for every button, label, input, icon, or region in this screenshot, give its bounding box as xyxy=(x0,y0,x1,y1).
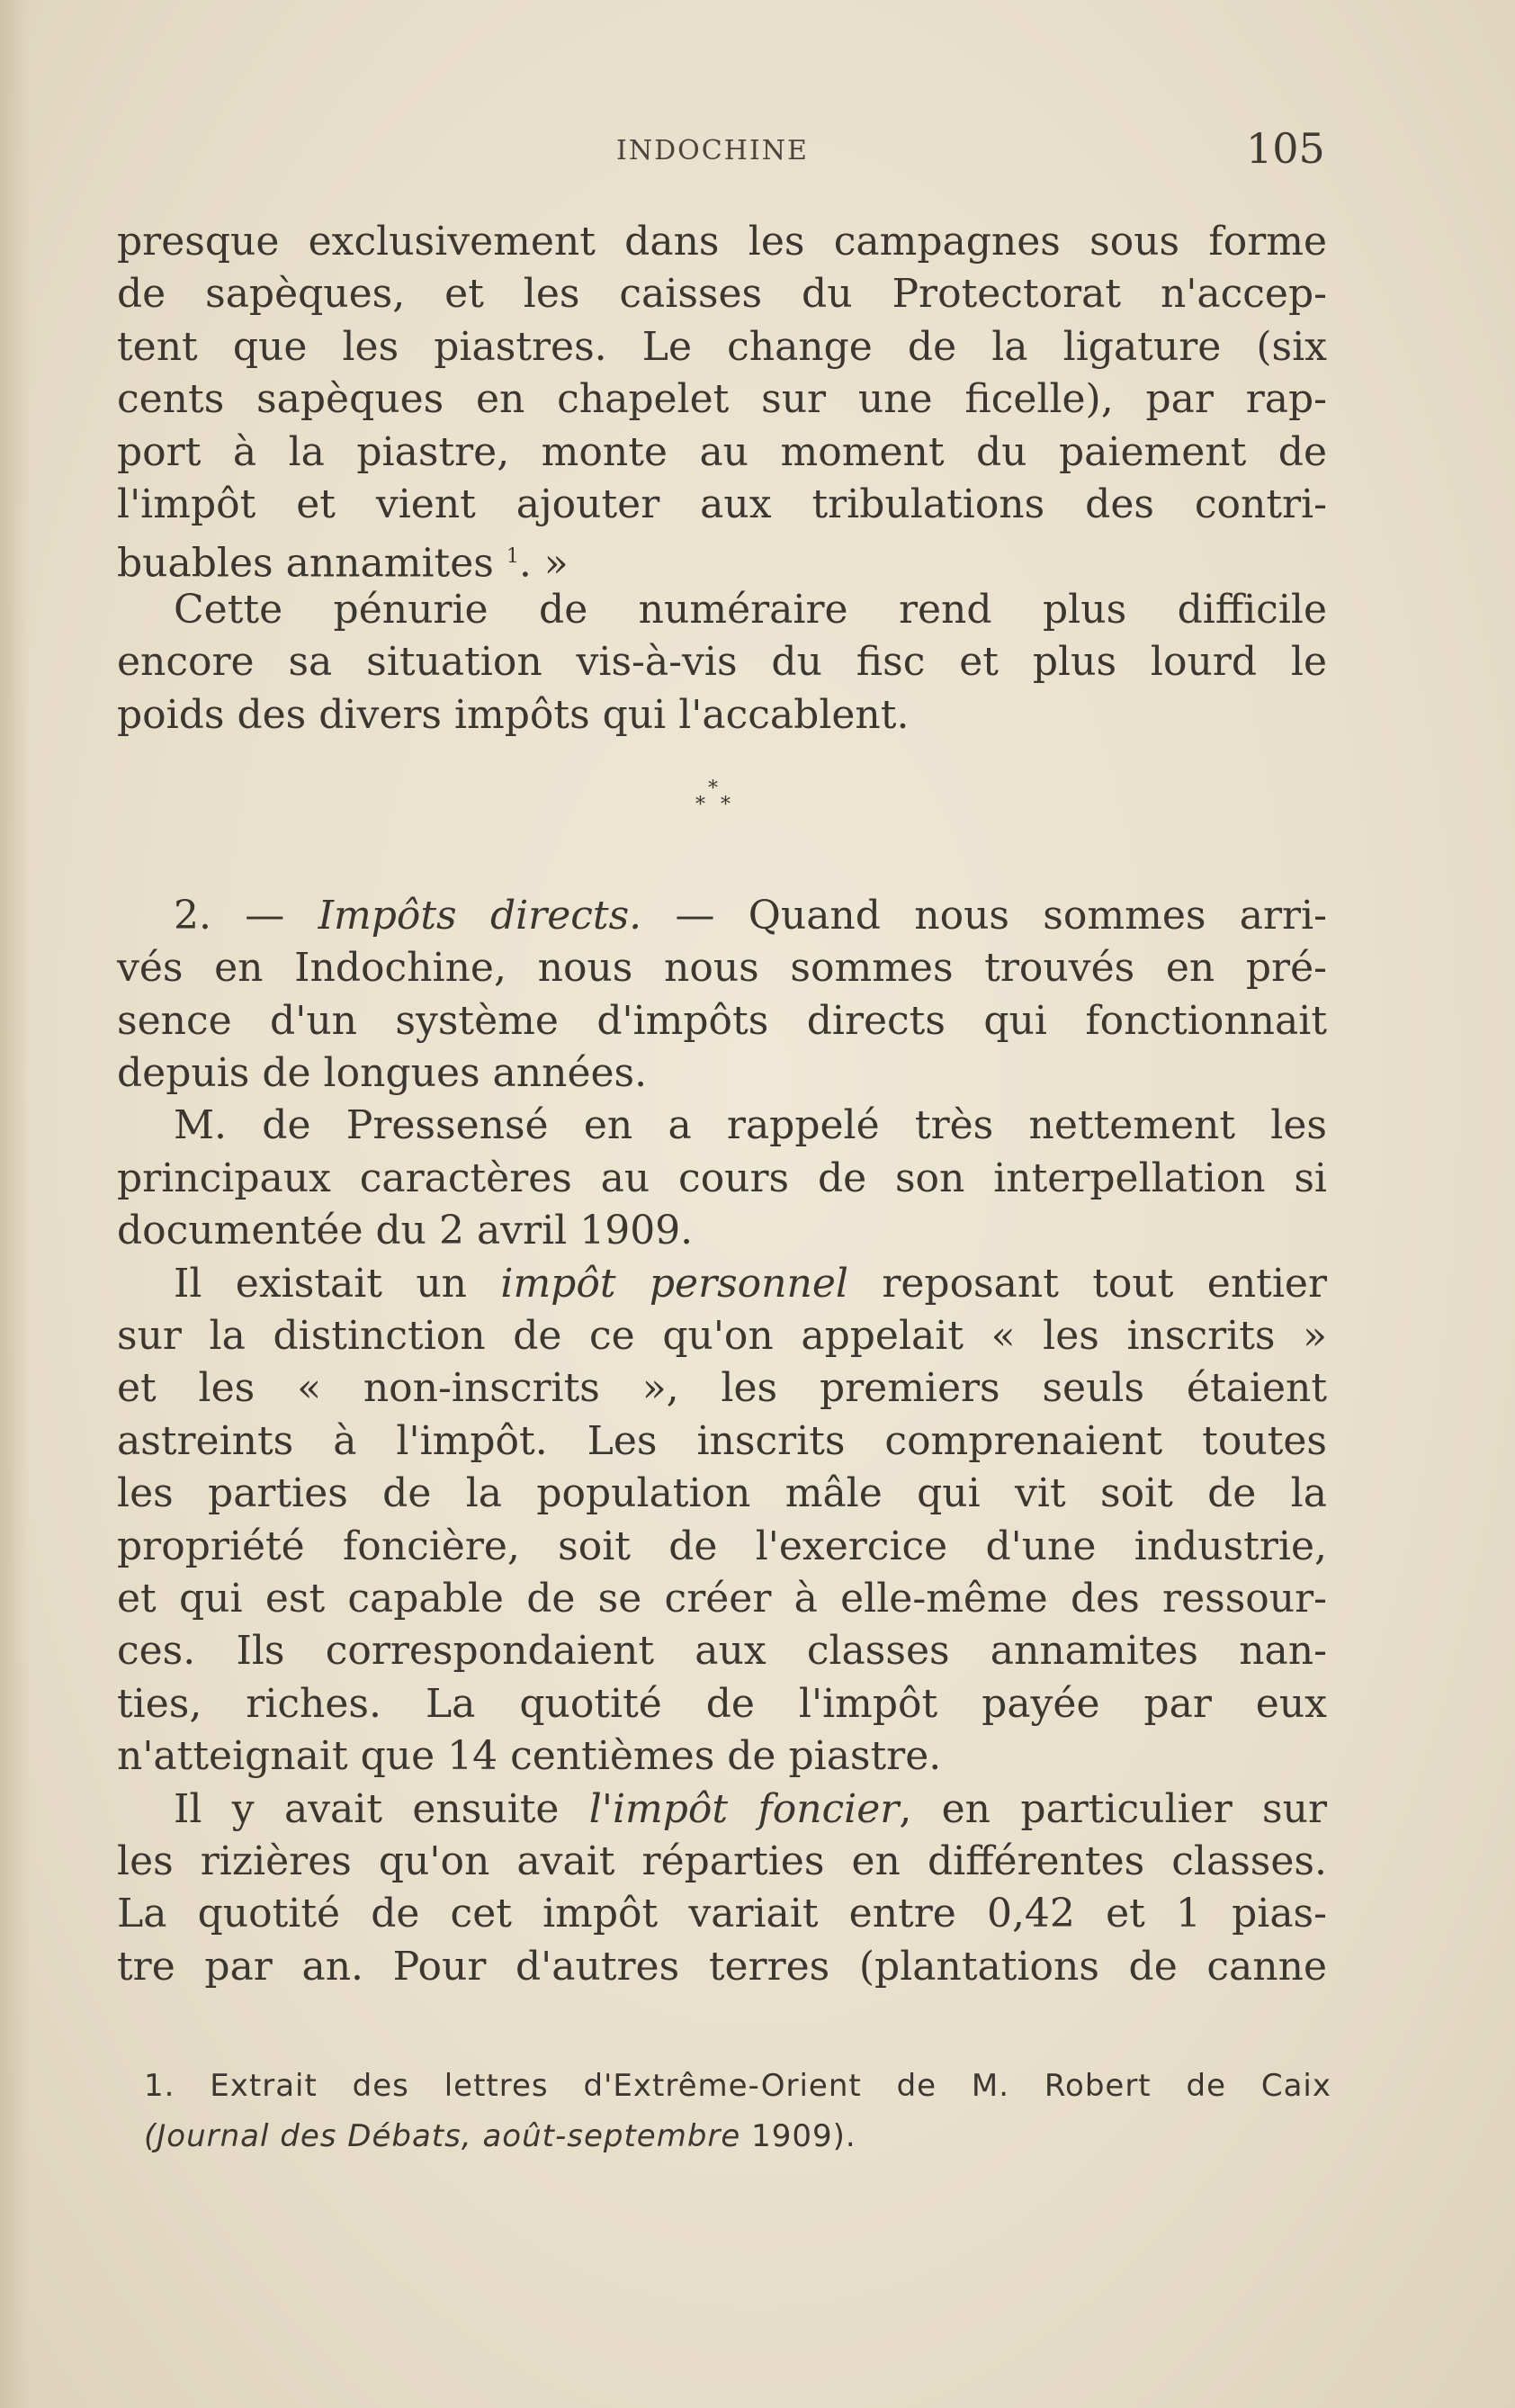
text-line: tent que les piastres. Le change de la ligature (six xyxy=(117,323,1327,370)
text-line: les parties de la population mâle qui vit soit de la xyxy=(117,1470,1327,1517)
text-line: depuis de longues années. xyxy=(117,1050,648,1097)
star-icon: * xyxy=(721,793,731,816)
paragraph-3 xyxy=(117,1100,1327,1257)
text-line: astreints à l'impôt. Les inscrits comprenaient toutes xyxy=(117,1417,1327,1464)
asterism-separator xyxy=(117,741,1327,890)
running-title: INDOCHINE xyxy=(616,135,809,166)
text-span: Il y avait ensuite xyxy=(174,1785,589,1832)
text-line: propriété foncière, soit de l'exercice d'une industrie, xyxy=(117,1523,1327,1569)
text-line: les rizières qu'on avait réparties en différentes classes. xyxy=(117,1837,1327,1884)
section-title: Impôts directs. xyxy=(318,892,642,939)
text-line: sur la distinction de ce qu'on appelait « les inscrits » xyxy=(117,1313,1327,1360)
page-edge-shadow xyxy=(0,0,31,2408)
text-span: buables annamites xyxy=(117,541,494,587)
text-line xyxy=(117,1258,1327,1310)
text-span: — Quand nous sommes arri- xyxy=(641,892,1327,939)
paragraph-2 xyxy=(117,584,1327,741)
footnote-line xyxy=(144,2111,1331,2161)
text-span: Il existait un xyxy=(174,1260,501,1307)
body-text xyxy=(117,216,1327,1993)
footnote-source: (Journal des Débats, août-septembre xyxy=(144,2118,741,2154)
star-icon: * xyxy=(695,793,705,816)
text-span: 1909). xyxy=(740,2118,856,2154)
text-line: vés en Indochine, nous nous sommes trouvés en pré- xyxy=(117,945,1327,992)
text-line: documentée du 2 avril 1909. xyxy=(117,1208,694,1254)
italic-term: impôt personnel xyxy=(500,1260,848,1307)
paragraph-5 xyxy=(117,1784,1327,1994)
text-line: sence d'un système d'impôts directs qui fonctionnait xyxy=(117,997,1327,1044)
text-line: encore sa situation vis-à-vis du fisc et plus lourd le xyxy=(117,639,1327,686)
text-line: ties, riches. La quotité de l'impôt payée par eux xyxy=(117,1680,1327,1727)
section-number: 2. — xyxy=(174,892,318,939)
text-line: principaux caractères au cours de son interpellation si xyxy=(117,1155,1327,1201)
text-line: cents sapèques en chapelet sur une ficelle), par rap- xyxy=(117,376,1327,423)
text-line xyxy=(117,531,1327,587)
text-line: poids des divers impôts qui l'accablent. xyxy=(117,691,910,738)
text-line: et les « non-inscrits », les premiers seuls étaient xyxy=(117,1365,1327,1412)
italic-term: l'impôt foncier xyxy=(588,1785,900,1832)
text-line: Cette pénurie de numéraire rend plus difficile xyxy=(174,586,1327,633)
star-icon: * xyxy=(708,777,718,800)
text-line: port à la piastre, monte au moment du paiement de xyxy=(117,428,1327,475)
text-line: M. de Pressensé en a rappelé très nettement les xyxy=(174,1102,1327,1149)
text-line: La quotité de cet impôt variait entre 0,42 et 1 pias- xyxy=(117,1891,1327,1937)
section-heading-line xyxy=(117,890,1327,942)
text-line: ces. Ils correspondaient aux classes annamites nan- xyxy=(117,1628,1327,1675)
text-span: reposant tout entier xyxy=(847,1260,1327,1307)
paragraph-1 xyxy=(117,216,1327,587)
text-line: presque exclusivement dans les campagnes sous forme xyxy=(117,219,1327,265)
section-impots-directs xyxy=(117,890,1327,1101)
text-line: n'atteignait que 14 centièmes de piastre. xyxy=(117,1733,942,1780)
text-line: de sapèques, et les caisses du Protectorat n'accep- xyxy=(117,271,1327,318)
text-line xyxy=(117,1784,1327,1836)
text-span: . » xyxy=(518,541,569,587)
footnote-line: 1. Extrait des lettres d'Extrême-Orient de M. Robert de Caix xyxy=(144,2068,1331,2104)
paragraph-4 xyxy=(117,1258,1327,1784)
footnote xyxy=(144,2061,1331,2161)
text-line: et qui est capable de se créer à elle-même des ressour- xyxy=(117,1575,1327,1622)
text-line: tre par an. Pour d'autres terres (plantations de canne xyxy=(117,1943,1327,1990)
text-line: l'impôt et vient ajouter aux tribulations des contri- xyxy=(117,481,1327,527)
running-head xyxy=(0,124,1515,178)
footnote-marker: 1 xyxy=(506,545,519,569)
text-span: , en particulier sur xyxy=(899,1785,1328,1832)
page-number: 105 xyxy=(1246,124,1325,173)
